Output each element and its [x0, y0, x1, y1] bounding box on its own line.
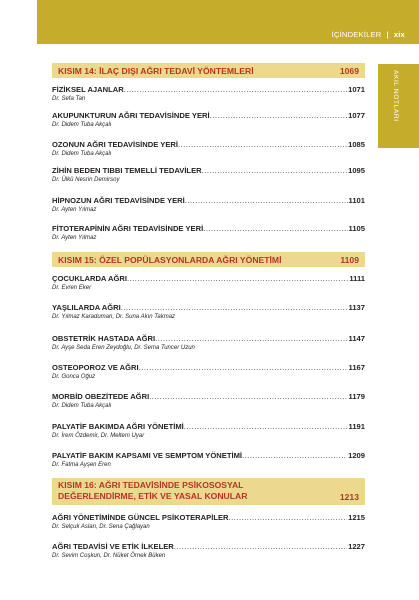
entry-page: 1227 [348, 542, 365, 551]
entry-authors: Dr. Ayten Yılmaz [52, 235, 97, 241]
dot-leader [124, 85, 347, 94]
entry-authors: Dr. Gonca Oğuz [52, 374, 96, 380]
dot-leader [155, 334, 347, 343]
section-title-line-2: DEĞERLENDİRME, ETİK VE YASAL KONULAR [58, 491, 248, 501]
entry-authors: Dr. Ülkü Nesrin Demirsoy [52, 177, 120, 183]
entry-page: 1111 [349, 274, 365, 283]
entry-page: 1095 [348, 166, 365, 175]
entry-authors: Dr. Sevim Coşkun, Dr. Nüket Örnek Büken [52, 553, 166, 559]
section-title: KISIM 14: İLAÇ DIŞI AĞRI TEDAVİ YÖNTEMLERİ [58, 65, 254, 76]
toc-entry[interactable] [52, 196, 365, 214]
section-15-header [52, 252, 365, 267]
dot-leader [203, 224, 347, 233]
dot-leader [185, 196, 348, 205]
entry-page: 1191 [348, 422, 365, 431]
section-16-header [52, 478, 365, 505]
dot-leader [121, 303, 348, 312]
toc-entry[interactable] [52, 334, 365, 352]
entry-title: PALYATİF BAKIMDA AĞRI YÖNETİMİ [52, 422, 184, 431]
entry-title: AĞRI YÖNETİMİNDE GÜNCEL PSİKOTERAPİLER [52, 513, 229, 522]
toc-entry[interactable] [52, 513, 365, 531]
entry-authors: Dr. Didem Tuba Akçalı [52, 403, 112, 409]
toc-entry[interactable] [52, 363, 365, 381]
entry-title: HİPNOZUN AĞRI TEDAVİSİNDE YERİ [52, 196, 185, 205]
entry-title: YAŞLILARDA AĞRI [52, 303, 121, 312]
section-title: KISIM 15: ÖZEL POPÜLASYONLARDA AĞRI YÖNETİMİ [58, 254, 282, 265]
running-header-title: İÇİNDEKİLER [331, 30, 382, 39]
entry-authors: Dr. Didem Tuba Akçalı [52, 151, 112, 157]
entry-title: OBSTETRİK HASTADA AĞRI [52, 334, 156, 343]
entry-title: MORBİD OBEZİTEDE AĞRI [52, 392, 150, 401]
entry-title: ZİHİN BEDEN TIBBI TEMELLİ TEDAVİLER [52, 166, 202, 175]
entry-authors: Dr. Fatma Ayşen Eren [52, 462, 111, 468]
entry-page: 1209 [348, 451, 365, 460]
entry-authors: Dr. Selçuk Aslan, Dr. Sena Çağlayan [52, 524, 150, 530]
section-page: 1109 [340, 254, 359, 265]
dot-leader [139, 363, 348, 372]
entry-authors: Dr. Evren Eker [52, 285, 92, 291]
entry-authors: Dr. Ayten Yılmaz [52, 207, 97, 213]
entry-title: AĞRI TEDAVİSİ VE ETİK İLKELER [52, 542, 174, 551]
toc-entry[interactable] [52, 422, 365, 440]
entry-page: 1085 [348, 140, 365, 149]
toc-entry[interactable] [52, 303, 365, 321]
entry-title: AKUPUNKTURUN AĞRI TEDAVİSİNDE YERİ [52, 111, 210, 120]
header-separator: | [386, 30, 389, 39]
section-14-header [52, 63, 365, 78]
section-page: 1213 [339, 492, 359, 502]
entry-title: OSTEOPOROZ VE AĞRI [52, 363, 139, 372]
dot-leader [202, 166, 347, 175]
entry-page: 1215 [348, 513, 365, 522]
running-header-page: xix [393, 30, 405, 39]
running-header [332, 30, 405, 39]
toc-entry[interactable] [52, 274, 365, 292]
toc-entry[interactable] [52, 140, 365, 158]
dot-leader [127, 274, 348, 283]
dot-leader [174, 542, 347, 551]
dot-leader [242, 451, 347, 460]
entry-title: PALYATİF BAKIM KAPSAMI VE SEMPTOM YÖNETİMİ [52, 451, 243, 460]
section-page: 1069 [339, 65, 359, 76]
entry-page: 1179 [348, 392, 365, 401]
section-title-line-1: KISIM 16: AĞRI TEDAVİSİNDE PSİKOSOSYAL [58, 480, 244, 490]
entry-title: FİTOTERAPİNİN AĞRI TEDAVİSİNDE YERİ [52, 224, 204, 233]
entry-page: 1105 [348, 224, 365, 233]
dot-leader [184, 422, 348, 431]
entry-page: 1071 [348, 85, 365, 94]
entry-authors: Dr. Didem Tuba Akçalı [52, 122, 112, 128]
side-tab [378, 64, 419, 148]
toc-entry[interactable] [52, 224, 365, 242]
toc-entry[interactable] [52, 542, 365, 560]
entry-page: 1077 [348, 111, 365, 120]
toc-entry[interactable] [52, 451, 365, 469]
entry-page: 1101 [348, 196, 365, 205]
entry-page: 1147 [348, 334, 365, 343]
entry-title: ÇOCUKLARDA AĞRI [52, 274, 127, 283]
entry-authors: Dr. Yılmaz Karaduman, Dr. Suna Akın Takmaz [52, 314, 176, 320]
toc-entry[interactable] [52, 85, 365, 103]
toc-entry[interactable] [52, 392, 365, 410]
dot-leader [229, 513, 348, 522]
entry-authors: Dr. İrem Özdemir, Dr. Meltem Uyar [52, 433, 145, 439]
dot-leader [210, 111, 347, 120]
header-bar [37, 0, 419, 44]
entry-page: 1167 [348, 363, 365, 372]
entry-page: 1137 [348, 303, 365, 312]
entry-authors: Dr. Sefa Tan [52, 96, 86, 102]
entry-title: FİZİKSEL AJANLAR [52, 85, 124, 94]
toc-entry[interactable] [52, 111, 365, 129]
toc-entry[interactable] [52, 166, 365, 184]
entry-title: OZONUN AĞRI TEDAVİSİNDE YERİ [52, 140, 179, 149]
side-tab-label: AKIL NOTLARI [392, 70, 399, 122]
entry-authors: Dr. Ayşe Seda Eren Zeydoğlu, Dr. Sema Tuncer Uzun [52, 345, 195, 351]
dot-leader [178, 140, 347, 149]
dot-leader [149, 392, 347, 401]
